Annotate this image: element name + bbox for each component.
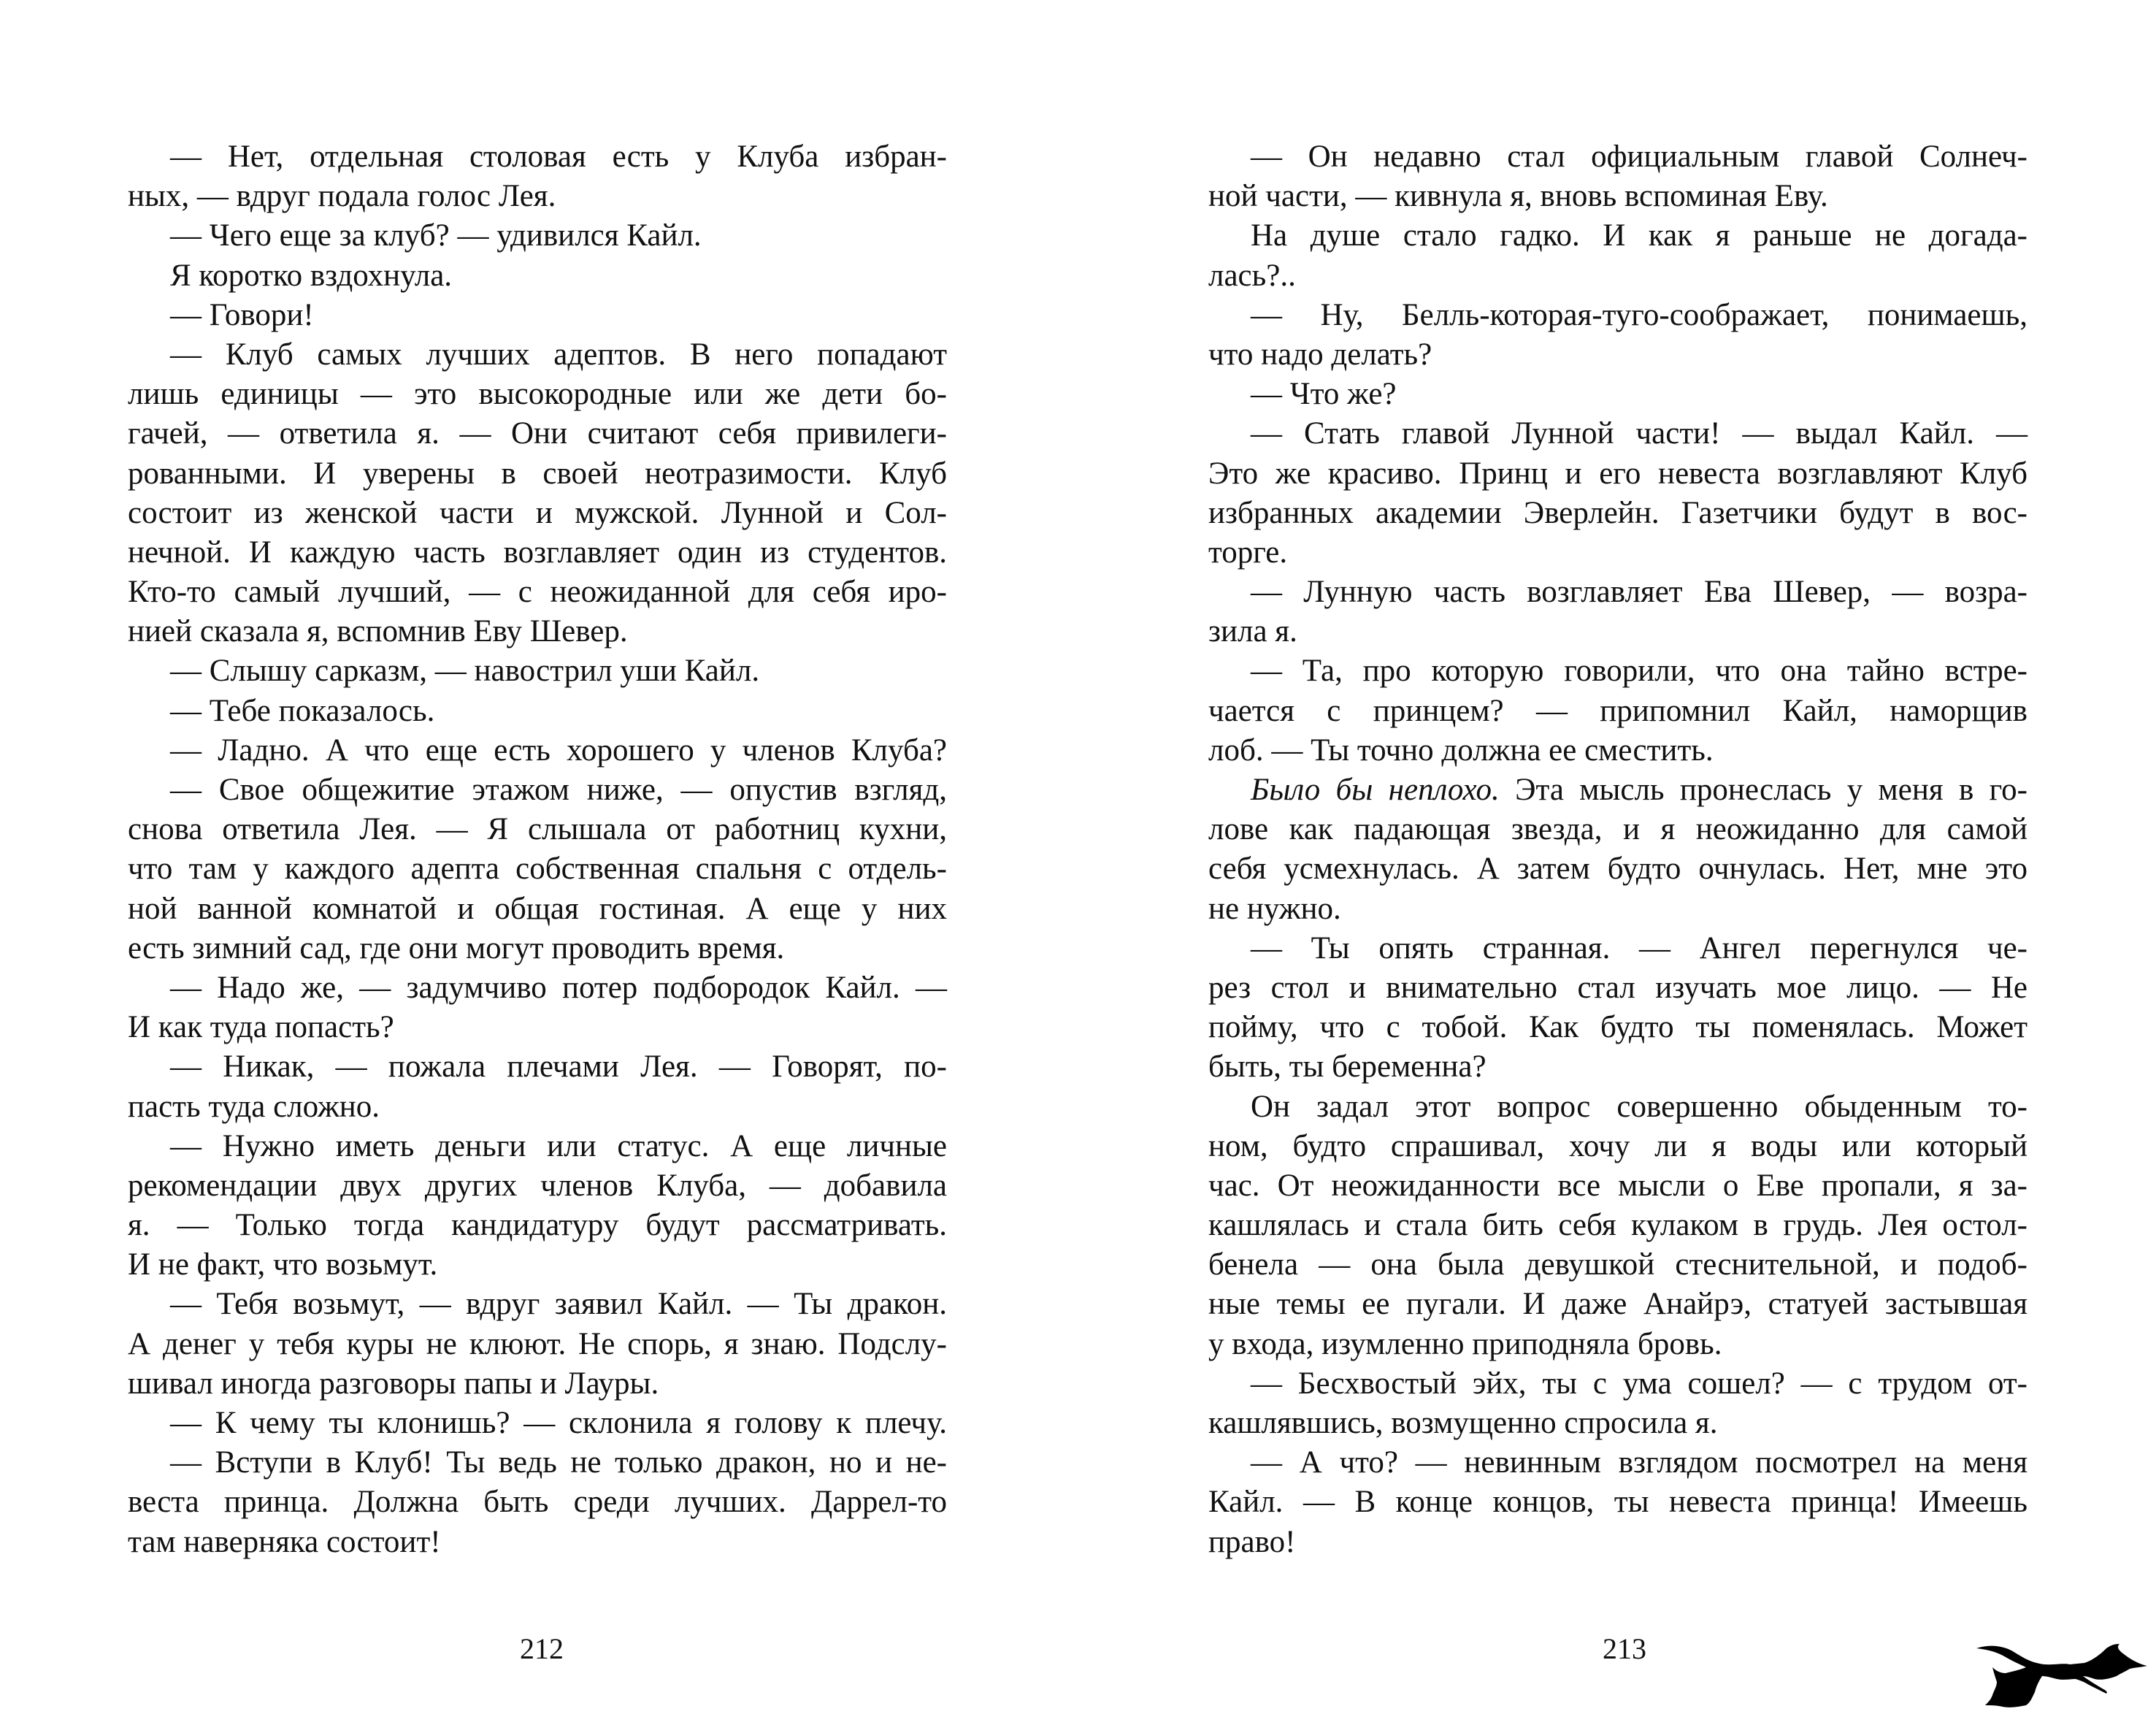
page-number-right: 213	[1603, 1632, 1646, 1665]
line-text: там наверняка состоит!	[128, 1524, 441, 1559]
text-line	[1208, 1127, 2028, 1166]
line-text: — Та, про которую говорили, что она тайно встре-	[1251, 654, 2028, 689]
text-line	[128, 1087, 947, 1127]
line-text: — Тебя возьмут, — вдруг заявил Кайл. — Ты дракон.	[170, 1287, 947, 1322]
line-text: — Что же?	[1251, 377, 1397, 412]
text-line	[128, 770, 947, 810]
text-line	[128, 1404, 947, 1443]
line-text: — Он недавно стал официальным главой Солнеч-	[1251, 139, 2028, 174]
text-line	[1208, 968, 2028, 1008]
text-line	[128, 1047, 947, 1087]
text-line	[128, 731, 947, 770]
text-line	[1208, 335, 2028, 375]
text-line	[128, 692, 947, 731]
text-line	[1208, 1443, 2028, 1483]
text-line	[1208, 533, 2028, 573]
line-text: торге.	[1208, 535, 1288, 570]
line-text: ной ванной комнатой и общая гостиная. А еще у них	[128, 891, 947, 926]
line-text: А денег у тебя куры не клюют. Не спорь, я знаю. Подслу-	[128, 1326, 947, 1361]
text-line	[128, 1166, 947, 1206]
line-text: — Лунную часть возглавляет Ева Шевер, — возра-	[1251, 575, 2028, 610]
line-text: рованными. И уверены в своей неотразимости. Клуб	[128, 456, 947, 491]
text-line	[128, 375, 947, 414]
line-text: — Нет, отдельная столовая есть у Клуба избран-	[170, 139, 947, 174]
right-page-text	[1208, 137, 2028, 1562]
text-line	[1208, 849, 2028, 889]
text-line	[128, 612, 947, 651]
line-text: — Вступи в Клуб! Ты ведь не только дракон, но и не-	[170, 1445, 947, 1480]
text-line	[1208, 810, 2028, 849]
page-number-left: 212	[520, 1632, 564, 1665]
text-line	[128, 454, 947, 494]
text-line	[1208, 929, 2028, 968]
text-line	[128, 1364, 947, 1404]
line-text: нией сказала я, вспомнив Еву Шевер.	[128, 614, 628, 649]
line-text: кашлялась и стала бить себя кулаком в грудь. Лея остол-	[1208, 1208, 2028, 1243]
text-line	[1208, 573, 2028, 612]
text-line	[128, 494, 947, 533]
line-text: — Ладно. А что еще есть хорошего у членов Клуба?	[170, 733, 947, 768]
line-text: — Свое общежитие этажом ниже, — опустив взгляд,	[170, 773, 947, 807]
dragon-silhouette-icon	[1975, 1632, 2150, 1709]
line-text: есть зимний сад, где они могут проводить время.	[128, 930, 785, 965]
line-text: чается с принцем? — припомнил Кайл, наморщив	[1208, 693, 2028, 728]
text-line	[1208, 375, 2028, 414]
text-line	[1208, 651, 2028, 691]
text-line	[1208, 137, 2028, 177]
text-line	[1208, 731, 2028, 770]
text-line	[128, 1523, 947, 1562]
line-text: — Тебе показалось.	[170, 693, 435, 728]
line-text: лове как падающая звезда, и я неожиданно для самой	[1208, 812, 2028, 847]
line-text: пасть туда сложно.	[128, 1089, 380, 1124]
text-line	[128, 335, 947, 375]
text-line	[1208, 1166, 2028, 1206]
line-text: быть, ты беременна?	[1208, 1049, 1486, 1085]
text-line	[128, 929, 947, 968]
text-line	[1208, 1245, 2028, 1285]
text-line	[128, 414, 947, 454]
text-line	[1208, 1404, 2028, 1443]
text-line	[128, 1285, 947, 1324]
line-text: — Никак, — пожала плечами Лея. — Говорят, по-	[170, 1049, 947, 1085]
text-line	[128, 1127, 947, 1166]
line-text: веста принца. Должна быть среди лучших. Даррел-то	[128, 1485, 947, 1520]
line-text: Он задал этот вопрос совершенно обыденным то-	[1251, 1089, 2028, 1124]
text-line	[1208, 770, 2028, 810]
text-line	[128, 1443, 947, 1483]
line-text: рез стол и внимательно стал изучать мое лицо. — Не	[1208, 970, 2028, 1005]
text-line	[1208, 1206, 2028, 1245]
text-line	[1208, 414, 2028, 454]
left-page-text	[128, 137, 947, 1562]
text-line	[128, 849, 947, 889]
line-text: лишь единицы — это высокородные или же дети бо-	[128, 377, 947, 412]
text-line	[1208, 692, 2028, 731]
text-line	[128, 1325, 947, 1364]
text-line	[1208, 454, 2028, 494]
line-text: — Слышу сарказм, — навострил уши Кайл.	[170, 654, 760, 689]
text-line	[128, 256, 947, 296]
text-line	[1208, 612, 2028, 651]
line-text: Кто-то самый лучший, — с неожиданной для себя иро-	[128, 575, 947, 610]
line-text: я. — Только тогда кандидатуру будут рассматривать.	[128, 1208, 947, 1243]
line-text: — Чего еще за клуб? — удивился Кайл.	[170, 218, 702, 253]
line-text: нечной. И каждую часть возглавляет один из студентов.	[128, 535, 947, 570]
line-text: лоб. — Ты точно должна ее сместить.	[1208, 733, 1714, 768]
line-text: — Стать главой Лунной части! — выдал Кайл. —	[1251, 416, 2028, 451]
text-line	[1208, 1008, 2028, 1047]
text-line	[128, 1008, 947, 1047]
text-line	[128, 1483, 947, 1522]
line-text: рекомендации двух других членов Клуба, — добавила	[128, 1168, 947, 1203]
right-page	[1078, 0, 2156, 1725]
italic-text: Было бы неплохо.	[1251, 773, 1500, 807]
line-text: — Надо же, — задумчиво потер подбородок Кайл. —	[170, 970, 947, 1005]
line-text: На душе стало гадко. И как я раньше не догада-	[1251, 218, 2028, 253]
line-text: шивал иногда разговоры папы и Лауры.	[128, 1366, 659, 1401]
text-line	[1208, 1047, 2028, 1087]
text-line	[1208, 1483, 2028, 1522]
text-line	[1208, 1325, 2028, 1364]
line-text: ном, будто спрашивал, хочу ли я воды или который	[1208, 1128, 2028, 1163]
line-text: пойму, что с тобой. Как будто ты поменялась. Может	[1208, 1010, 2028, 1045]
line-text: — Нужно иметь деньги или статус. А еще личные	[170, 1128, 947, 1163]
text-line	[128, 968, 947, 1008]
line-text: гачей, — ответила я. — Они считают себя привилеги-	[128, 416, 947, 451]
text-line	[128, 296, 947, 335]
line-text: час. От неожиданности все мысли о Еве пропали, я за-	[1208, 1168, 2028, 1203]
line-text: И не факт, что возьмут.	[128, 1247, 438, 1282]
line-text: у входа, изумленно приподняла бровь.	[1208, 1326, 1722, 1361]
line-text: — Клуб самых лучших адептов. В него попадают	[170, 337, 947, 372]
line-text: бенела — она была девушкой стеснительной, и подоб-	[1208, 1247, 2028, 1282]
text-line	[1208, 1285, 2028, 1324]
text-line	[128, 533, 947, 573]
line-text: что надо делать?	[1208, 337, 1432, 372]
text-line	[1208, 1087, 2028, 1127]
line-text: не нужно.	[1208, 891, 1341, 926]
text-line	[128, 890, 947, 929]
line-text: избранных академии Эверлейн. Газетчики будут в вос-	[1208, 495, 2028, 530]
line-text: ных, — вдруг подала голос Лея.	[128, 179, 556, 214]
line-text: Кайл. — В конце концов, ты невеста принца! Имеешь	[1208, 1485, 2028, 1520]
text-line	[128, 1206, 947, 1245]
text-line	[1208, 256, 2028, 296]
line-text: — Говори!	[170, 297, 314, 332]
line-text: — Ну, Белль-которая-туго-соображает, понимаешь,	[1251, 297, 2028, 332]
line-text: ные темы ее пугали. И даже Анайрэ, статуей застывшая	[1208, 1287, 2028, 1322]
line-text: лась?..	[1208, 258, 1296, 293]
line-text: ной части, — кивнула я, вновь вспоминая Еву.	[1208, 179, 1828, 214]
line-text: — К чему ты клонишь? — склонила я голову к плечу.	[170, 1406, 947, 1440]
text-line	[1208, 494, 2028, 533]
text-line	[128, 651, 947, 691]
text-line	[128, 216, 947, 256]
line-text: право!	[1208, 1524, 1296, 1559]
line-text: снова ответила Лея. — Я слышала от работниц кухни,	[128, 812, 947, 847]
line-text: что там у каждого адепта собственная спальня с отдель-	[128, 852, 947, 887]
text-line	[1208, 296, 2028, 335]
line-text: Эта мысль пронеслась у меня в го-	[1499, 773, 2028, 807]
line-text: состоит из женской части и мужской. Лунной и Сол-	[128, 495, 947, 530]
text-line	[1208, 890, 2028, 929]
line-text: Это же красиво. Принц и его невеста возглавляют Клуб	[1208, 456, 2028, 491]
line-text: кашлявшись, возмущенно спросила я.	[1208, 1406, 1718, 1440]
text-line	[128, 1245, 947, 1285]
text-line	[1208, 177, 2028, 216]
text-line	[128, 137, 947, 177]
line-text: себя усмехнулась. А затем будто очнулась. Нет, мне это	[1208, 852, 2028, 887]
line-text: зила я.	[1208, 614, 1297, 649]
line-text: — Ты опять странная. — Ангел перегнулся че-	[1251, 930, 2028, 965]
text-line	[1208, 1364, 2028, 1404]
text-line	[128, 177, 947, 216]
text-line	[1208, 1523, 2028, 1562]
line-text: — Бесхвостый эйх, ты с ума сошел? — с трудом от-	[1251, 1366, 2028, 1401]
line-text: — А что? — невинным взглядом посмотрел на меня	[1251, 1445, 2028, 1480]
line-text: Я коротко вздохнула.	[170, 258, 453, 293]
text-line	[1208, 216, 2028, 256]
line-text: И как туда попасть?	[128, 1010, 394, 1045]
text-line	[128, 810, 947, 849]
text-line	[128, 573, 947, 612]
